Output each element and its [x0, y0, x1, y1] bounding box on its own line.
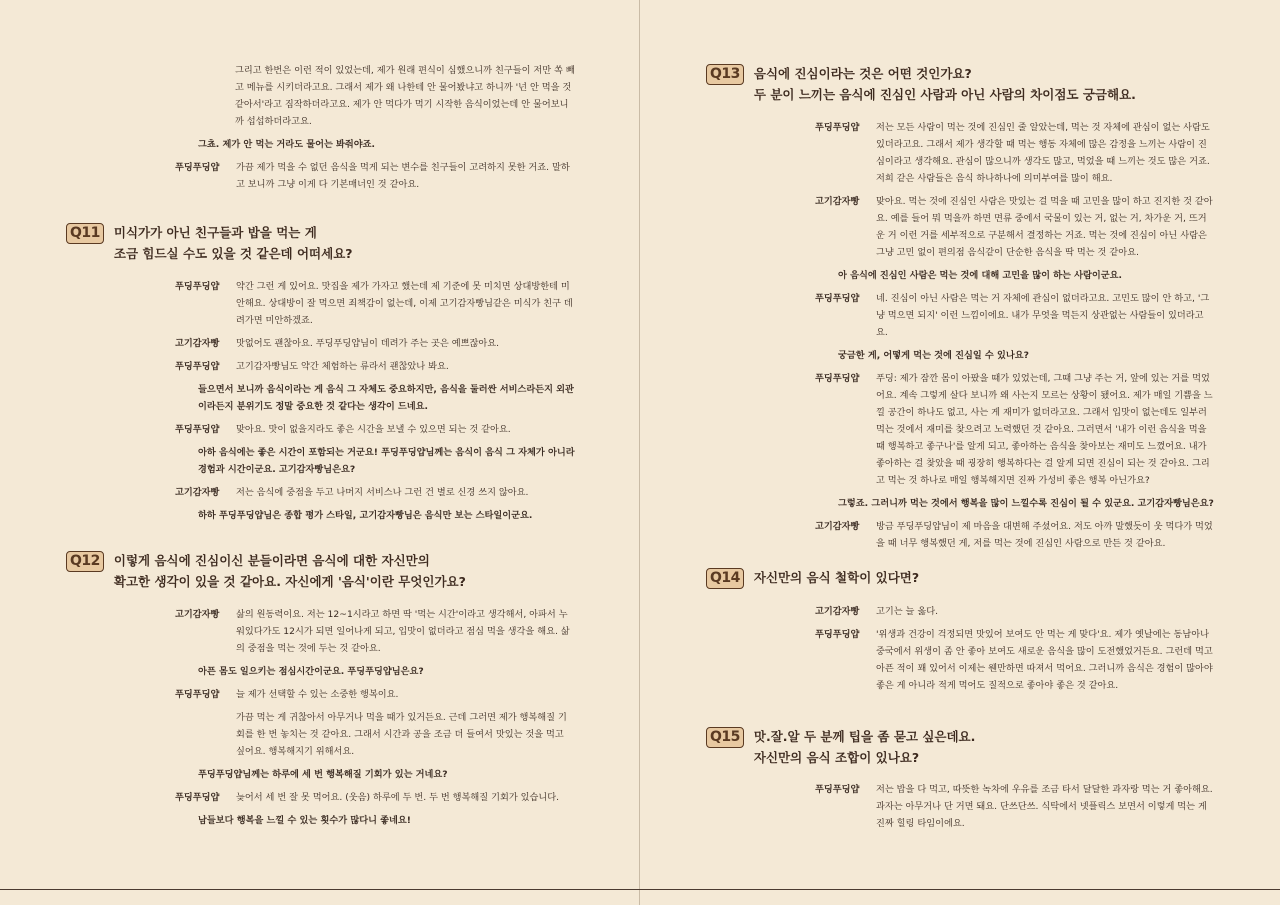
interviewer-question: 아픈 몸도 일으키는 점심시간이군요. 푸딩푸딩얍님은요? [198, 666, 424, 677]
answer-text: 푸딩: 제가 잠깐 몸이 아팠을 때가 있었는데, 그때 그냥 주는 거, 앞에 있는 거를 먹었어요. 계속 그렇게 살다 보니까 왜 사는지 모르는 상황이 됐어요. 제가 매일 기쁨을 느낄 공간이 하나도 없고, 사는 게 재미가 없더라고요. 그래서 입맛이 없는데도 일부러 먹는 것에서 재미를 찾으려고 노력했던 것 같아요. 그러면서 '내가 이런 음식을 먹을 때 행복하고 좋구나'를 알게 되고, 좋아하는 음식을 찾아보는 재미도 느꼈어요. 내가 좋아하는 걸 찾았을 때 굉장히 행복하다는 걸 알게 되면 진심이 되는 것 같아요. 그리고 먹는 것 하나로 매일 행복해지면 진짜 가성비 좋은 행복 아닌가요? [876, 373, 1213, 486]
q11-badge: Q11 [66, 223, 104, 244]
right-page [640, 0, 1280, 905]
q12-badge: Q12 [66, 551, 104, 572]
speaker-name: 푸딩푸딩얍 [175, 162, 220, 173]
interviewer-question: 아하 음식에는 좋은 시간이 포함되는 거군요! 푸딩푸딩얍님께는 음식이 음식 그 자체가 아니라 경험과 시간이군요. 고기감자빵님은요? [198, 447, 575, 475]
q13-heading [706, 63, 1136, 105]
speaker-name: 푸딩푸딩얍 [175, 792, 220, 803]
bottom-rule [0, 889, 1280, 890]
q15-heading [706, 726, 975, 768]
q11-title [114, 222, 353, 264]
answer-text: 가끔 제가 먹을 수 없던 음식을 먹게 되는 변수를 친구들이 고려하지 못한 거죠. 말하고 보니까 그냥 이게 다 기본매너인 것 같아요. [236, 162, 570, 190]
q15-title [754, 726, 975, 768]
answer-row [175, 278, 575, 329]
q13-title-line1: 음식에 진심이라는 것은 어떤 것인가요? [753, 66, 972, 81]
answer-text: 맛없어도 괜찮아요. 푸딩푸딩얍님이 데려가 주는 곳은 예쁘잖아요. [236, 338, 499, 349]
speaker-name: 푸딩푸딩얍 [175, 424, 220, 435]
answer-text: 네. 진심이 아닌 사람은 먹는 거 자체에 관심이 없더라고요. 고민도 많이 안 하고, '그냥 먹으면 되지' 이런 느낌이에요. 내가 무엇을 먹든지 상관없는 사람들이 있더라고요. [876, 293, 1210, 338]
answer-row [175, 159, 575, 193]
speaker-name: 푸딩푸딩얍 [175, 689, 220, 700]
answer-text: '위생과 건강이 걱정되면 맛있어 보여도 안 먹는 게 맞다'요. 제가 옛날에는 동남아나 중국에서 위생이 좀 안 좋아 보여도 새로운 음식을 많이 도전했었거든요. 그런데 먹고 아픈 적이 꽤 있어서 이제는 웬만하면 따져서 먹어요. 그러니까 음식은 경험이 많아야 좋은 게 아니라 적게 먹어도 질적으로 좋아야 좋은 것 같아요. [876, 629, 1213, 691]
answer-row [175, 789, 575, 806]
answer-row [175, 606, 575, 657]
q13-dialogue [815, 119, 1215, 552]
answer-text: 고기는 늘 옳다. [876, 606, 939, 617]
q13-title-line2: 두 분이 느끼는 음식에 진심인 사람과 아닌 사람의 차이점도 궁금해요. [753, 87, 1136, 102]
speaker-name: 고기감자빵 [815, 521, 860, 532]
answer-row [815, 603, 1215, 620]
q15-title-line2: 자신만의 음식 조합이 있나요? [753, 750, 920, 765]
q14-badge: Q14 [706, 568, 744, 589]
answer-row [175, 686, 575, 703]
answer-row [815, 290, 1215, 341]
answer-row [815, 119, 1215, 187]
answer-text: 늦어서 세 번 잘 못 먹어요. (웃음) 하루에 두 번. 두 번 행복해질 기회가 있습니다. [236, 792, 560, 803]
speaker-name: 고기감자빵 [175, 487, 220, 498]
speaker-name: 고기감자빵 [175, 609, 220, 620]
interviewer-question: 남들보다 행복을 느낄 수 있는 횟수가 많다니 좋네요! [198, 815, 411, 826]
answer-text: 저는 모든 사람이 먹는 것에 진심인 줄 알았는데, 먹는 것 자체에 관심이 없는 사람도 있더라고요. 그래서 제가 생각할 때 먹는 행동 자체에 많은 감정을 느끼는 사람이 진심이라고 생각해요. 관심이 많으니까 생각도 많고, 먹었을 때 느끼는 것도 많은 거죠. 저희 같은 사람들은 음식 하나하나에 의미부여를 많이 해요. [876, 122, 1210, 184]
q12-title [114, 550, 466, 592]
q12-title-line2: 확고한 생각이 있을 것 같아요. 자신에게 '음식'이란 무엇인가요? [113, 574, 466, 589]
q12-dialogue [175, 606, 575, 829]
continued-answer: 그리고 한번은 이런 적이 있었는데, 제가 원래 편식이 심했으니까 친구들이 저만 쏙 빼고 메뉴를 시키더라고요. 그래서 제가 왜 나한테 안 물어봤냐고 하니까 '넌 안 먹을 것 같아서'라고 짐작하더라고요. 제가 안 먹다가 먹기 시작한 음식이었는데 안 물어보니까 섭섭하더라고요. [235, 65, 575, 127]
interviewer-question: 궁금한 게, 어떻게 먹는 것에 진심일 수 있나요? [838, 350, 1029, 361]
answer-text: 고기감자빵님도 약간 체험하는 류라서 괜찮았나 봐요. [236, 361, 449, 372]
interviewer-question: 그쵸. 제가 안 먹는 거라도 물어는 봐줘야죠. [198, 139, 376, 150]
answer-row [175, 484, 575, 501]
intro-block [175, 62, 575, 193]
interviewer-question: 들으면서 보니까 음식이라는 게 음식 그 자체도 중요하지만, 음식을 둘러싼 서비스라든지 외관이라든지 분위기도 정말 중요한 것 같다는 생각이 드네요. [198, 384, 574, 412]
q11-dialogue [175, 278, 575, 524]
interviewer-question: 푸딩푸딩얍님께는 하루에 세 번 행복해질 기회가 있는 거네요? [198, 769, 448, 780]
speaker-name: 푸딩푸딩얍 [175, 361, 220, 372]
interviewer-question: 그렇죠. 그러니까 먹는 것에서 행복을 많이 느낄수록 진심이 될 수 있군요. 고기감자빵님은요? [838, 498, 1214, 509]
q14-title-line1: 자신만의 음식 철학이 있다면? [753, 570, 920, 585]
interviewer-question: 아 음식에 진심인 사람은 먹는 것에 대해 고민을 많이 하는 사람이군요. [838, 270, 1122, 281]
speaker-name: 푸딩푸딩얍 [815, 629, 860, 640]
answer-text: 방금 푸딩푸딩얍님이 제 마음을 대변해 주셨어요. 저도 아까 말했듯이 웃 먹다가 먹었을 때 너무 행복했던 게, 저를 먹는 것에 진심인 사람으로 만든 것 같아요. [876, 521, 1213, 549]
q14-title [754, 567, 919, 589]
answer-continuation [175, 709, 575, 760]
interviewer-question: 하하 푸딩푸딩얍님은 종합 평가 스타일, 고기감자빵님은 음식만 보는 스타일이군요. [198, 510, 533, 521]
answer-row [815, 781, 1215, 832]
answer-text: 맞아요. 맛이 없을지라도 좋은 시간을 보낼 수 있으면 되는 것 같아요. [236, 424, 511, 435]
answer-text: 삶의 원동력이요. 저는 12~1시라고 하면 딱 '먹는 시간'이라고 생각해서, 아파서 누워있다가도 12시가 되면 일어나게 되고, 입맛이 없더라고 점심 먹을 생각을 해요. 삶의 중점을 먹는 것에 두는 것 같아요. [236, 609, 570, 654]
page-spine-divider [639, 0, 640, 905]
answer-text: 약간 그런 게 있어요. 맛집을 제가 가자고 했는데 제 기준에 못 미치면 상대방한테 미안해요. 상대방이 잘 먹으면 죄책감이 없는데, 이제 고기감자빵님같은 미식가 친구 데려가면 미안하겠죠. [236, 281, 573, 326]
q15-badge: Q15 [706, 727, 744, 748]
q13-title [754, 63, 1136, 105]
speaker-name: 푸딩푸딩얍 [815, 122, 860, 133]
answer-text: 저는 음식에 중점을 두고 나머지 서비스나 그런 건 별로 신경 쓰지 않아요. [236, 487, 529, 498]
answer-row [815, 370, 1215, 489]
speaker-name: 고기감자빵 [815, 196, 860, 207]
q12-heading [66, 550, 466, 592]
speaker-name: 고기감자빵 [815, 606, 860, 617]
q11-title-line1: 미식가가 아닌 친구들과 밥을 먹는 게 [113, 225, 317, 240]
q12-title-line1: 이렇게 음식에 진심이신 분들이라면 음식에 대한 자신만의 [113, 553, 430, 568]
speaker-name: 푸딩푸딩얍 [815, 293, 860, 304]
q14-heading [706, 567, 919, 589]
answer-row [815, 518, 1215, 552]
answer-row [175, 358, 575, 375]
answer-text: 늘 제가 선택할 수 있는 소중한 행복이요. [236, 689, 399, 700]
answer-row [175, 335, 575, 352]
q15-title-line1: 맛.잘.알 두 분께 팁을 좀 묻고 싶은데요. [753, 729, 976, 744]
answer-text: 가끔 먹는 게 귀찮아서 아무거나 먹을 때가 있거든요. 근데 그러면 제가 행복해질 기회를 한 번 놓치는 것 같아요. 그래서 시간과 공을 조금 더 들여서 맛있는 것을 먹고 싶어요. 행복해지기 위해서요. [236, 712, 567, 757]
speaker-name: 푸딩푸딩얍 [175, 281, 220, 292]
answer-row [815, 193, 1215, 261]
q11-heading [66, 222, 353, 264]
q15-dialogue [815, 781, 1215, 832]
answer-row [815, 626, 1215, 694]
speaker-name: 푸딩푸딩얍 [815, 784, 860, 795]
q13-badge: Q13 [706, 64, 744, 85]
speaker-name: 푸딩푸딩얍 [815, 373, 860, 384]
answer-text: 저는 밥을 다 먹고, 따뜻한 녹차에 우유를 조금 타서 달달한 과자랑 먹는 거 좋아해요. 과자는 아무거나 단 거면 돼요. 단쓰단쓰. 식탁에서 넷플릭스 보면서 이렇게 먹는 게 진짜 힐링 타임이에요. [876, 784, 1213, 829]
speaker-name: 고기감자빵 [175, 338, 220, 349]
answer-row [175, 421, 575, 438]
q11-title-line2: 조금 힘드실 수도 있을 것 같은데 어떠세요? [113, 246, 353, 261]
q14-dialogue [815, 603, 1215, 694]
answer-text: 맞아요. 먹는 것에 진심인 사람은 맛있는 걸 먹을 때 고민을 많이 하고 진지한 것 같아요. 예를 들어 뭐 먹을까 하면 면류 중에서 국물이 있는 거, 없는 거, 차가운 거, 뜨거운 거 이런 거를 세부적으로 구분해서 결정하는 거죠. 먹는 것에 진심이 아닌 사람은 그냥 고민 없이 편의점 음식같이 단순한 음식을 딱 먹는 것 같아요. [876, 196, 1213, 258]
